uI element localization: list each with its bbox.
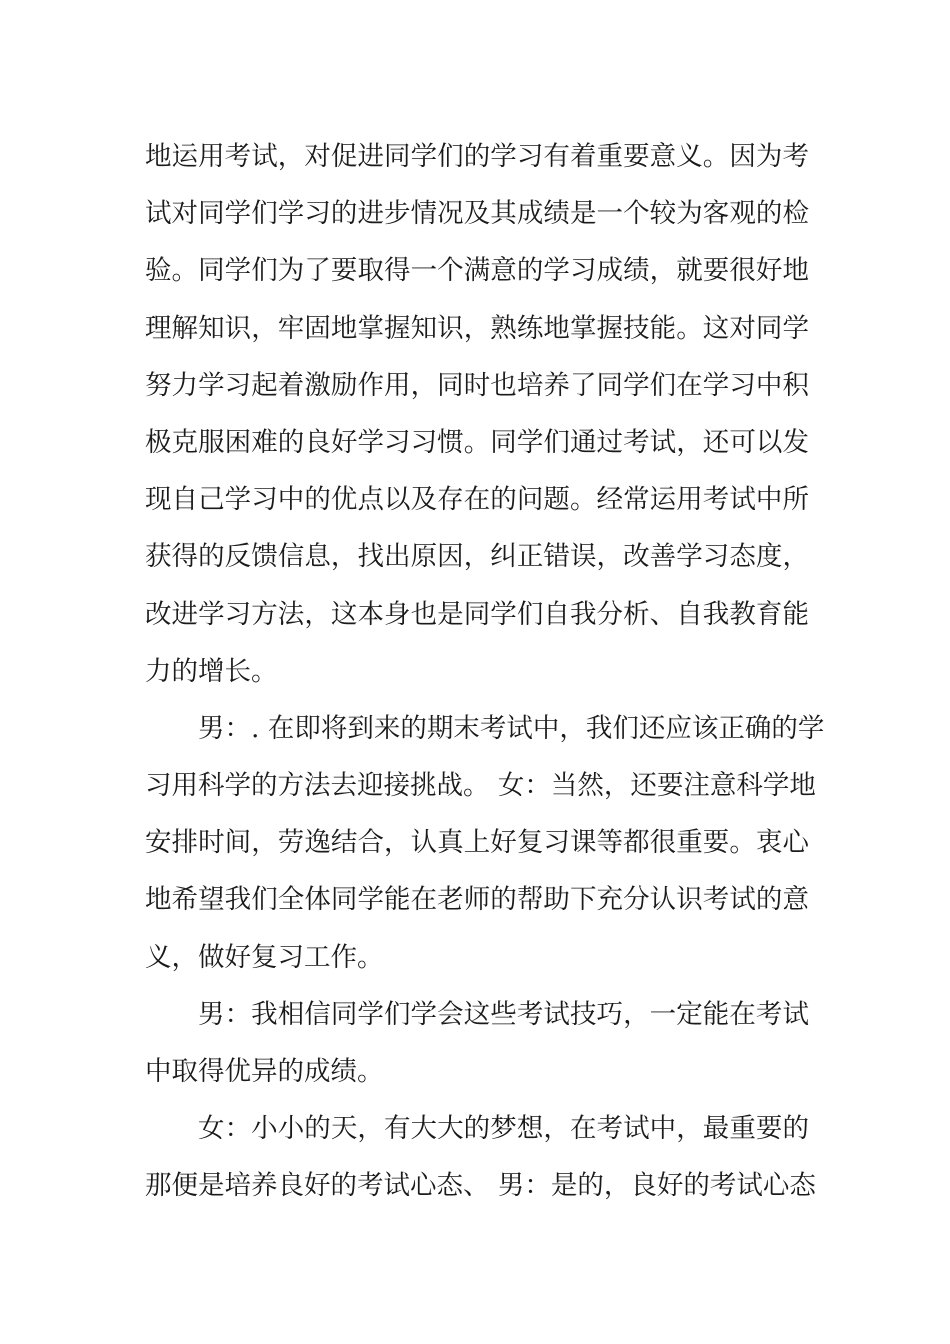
text-line: 获得的反馈信息，找出原因，纠正错误，改善学习态度，: [145, 541, 809, 573]
text-line: 改进学习方法，这本身也是同学们自我分析、自我教育能: [145, 598, 809, 630]
text-line: 试对同学们学习的进步情况及其成绩是一个较为客观的检: [145, 198, 809, 230]
text-line: 努力学习起着激励作用，同时也培养了同学们在学习中积: [145, 369, 809, 401]
text-line: 那便是培养良好的考试心态、 男：是的，良好的考试心态: [145, 1170, 816, 1202]
text-line: 男：. 在即将到来的期末考试中，我们还应该正确的学: [198, 712, 825, 744]
text-line: 力的增长。: [145, 655, 278, 687]
text-line: 中取得优异的成绩。: [145, 1056, 384, 1087]
text-line: 女：小小的天，有大大的梦想，在考试中，最重要的: [198, 1113, 809, 1145]
text-line: 男：我相信同学们学会这些考试技巧，一定能在考试: [198, 998, 809, 1030]
text-line: 地运用考试，对促进同学们的学习有着重要意义。因为考: [145, 141, 809, 172]
text-line: 习用科学的方法去迎接挑战。 女：当然，还要注意科学地: [145, 770, 816, 802]
text-line: 安排时间，劳逸结合，认真上好复习课等都很重要。衷心: [145, 827, 809, 859]
text-line: 理解知识，牢固地掌握知识，熟练地掌握技能。这对同学: [145, 312, 809, 344]
text-line: 现自己学习中的优点以及存在的问题。经常运用考试中所: [145, 484, 809, 516]
text-line: 极克服困难的良好学习习惯。同学们通过考试，还可以发: [145, 426, 809, 458]
text-line: 验。同学们为了要取得一个满意的学习成绩，就要很好地: [145, 255, 809, 287]
text-line: 义，做好复习工作。: [145, 941, 384, 973]
text-line: 地希望我们全体同学能在老师的帮助下充分认识考试的意: [145, 884, 809, 916]
document-body: [145, 128, 825, 1215]
